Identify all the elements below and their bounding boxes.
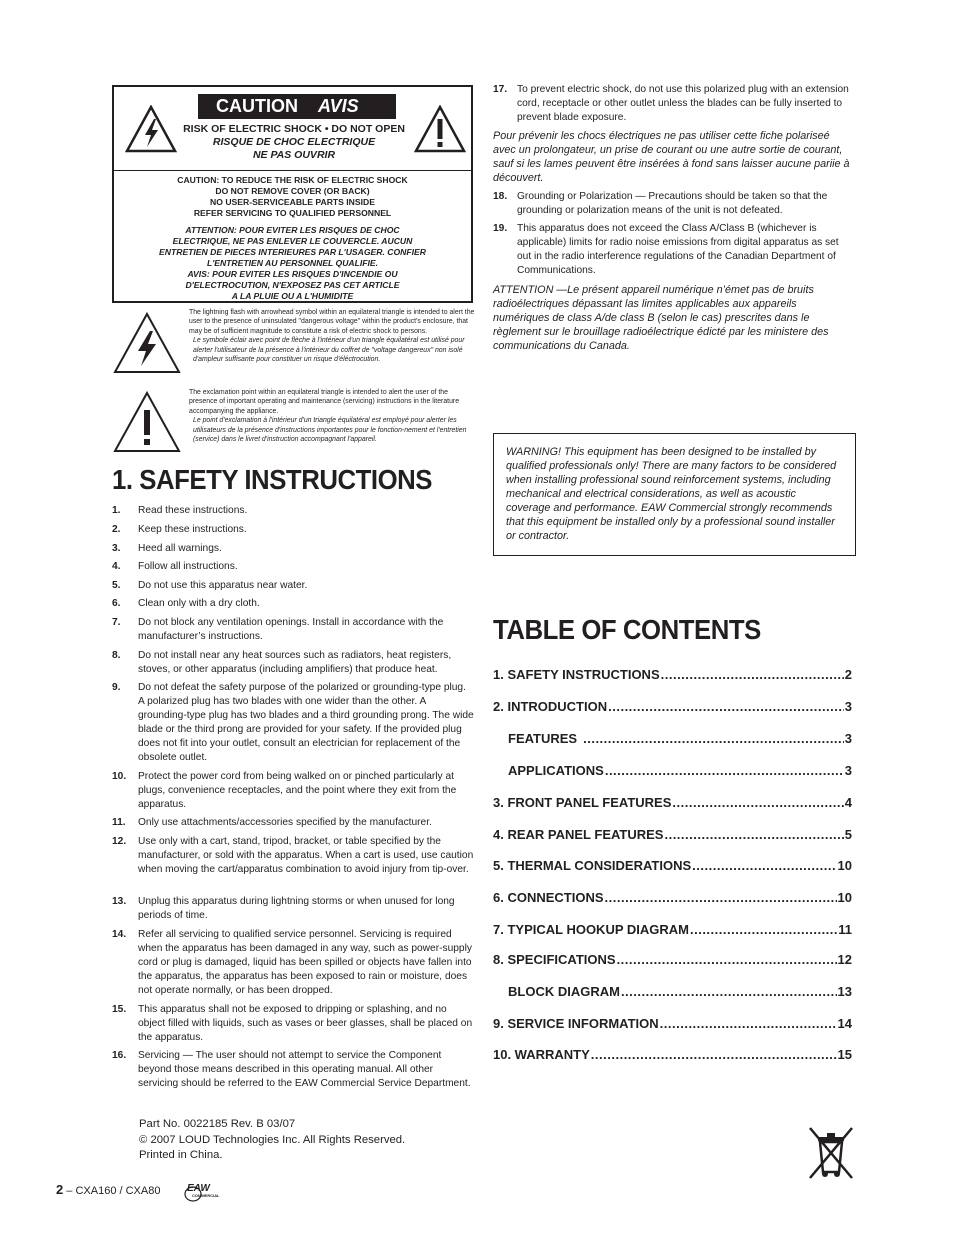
item-text: Protect the power cord from being walked on or pinched particularly at plugs, convenience receptacles, and the point where they exit from the apparatus.: [138, 771, 457, 810]
list-item: [112, 816, 474, 830]
toc-entry[interactable]: [508, 983, 852, 1001]
item-number: 14.: [112, 929, 127, 940]
item-number: 3.: [112, 543, 121, 554]
item-text: Clean only with a dry cloth.: [138, 598, 260, 609]
caution-line: DO NOT REMOVE COVER (OR BACK): [215, 186, 370, 196]
toc-entry[interactable]: [493, 921, 852, 939]
toc-page: 3: [844, 731, 852, 746]
printed-in: Printed in China.: [139, 1149, 223, 1161]
toc-entry[interactable]: [493, 889, 852, 907]
item-text: This apparatus shall not be exposed to dripping or splashing, and no object filled with liquids, such as vases or beer glasses, shall be placed on the apparatus.: [138, 1004, 473, 1043]
toc-title: 9. SERVICE INFORMATION: [493, 1016, 659, 1031]
safety-heading: 1. SAFETY INSTRUCTIONS: [112, 464, 433, 495]
item-text: Heed all warnings.: [138, 543, 222, 554]
lightning-explanation-text: [189, 308, 478, 364]
toc-title: FEATURES: [508, 731, 578, 746]
list-item: [112, 616, 474, 644]
caution-line: NO USER-SERVICEABLE PARTS INSIDE: [210, 197, 375, 207]
item-number: 2.: [112, 524, 121, 535]
item-text: Grounding or Polarization — Precautions should be taken so that the grounding or polarization means of the unit is not defeated.: [517, 191, 828, 216]
list-item: [112, 1003, 474, 1045]
toc-leader: [692, 857, 836, 875]
caution-lower-text: [122, 175, 463, 302]
list-item: [493, 190, 853, 218]
exclamation-triangle-icon: [112, 390, 182, 454]
toc-entry[interactable]: [508, 730, 852, 748]
toc-page: 10: [837, 858, 852, 873]
toc-entry[interactable]: [493, 951, 852, 969]
caution-line: REFER SERVICING TO QUALIFIED PERSONNEL: [193, 208, 392, 218]
item-text: This apparatus does not exceed the Class A/Class B (whichever is applicable) limits for radio noise emissions from digital apparatus as set out in the radio interference regulations of the Canadian Department of Communications.: [517, 223, 839, 276]
caution-title: [198, 94, 396, 119]
exclamation-symbol-explanation: [112, 388, 478, 456]
installation-warning-box: [493, 433, 856, 556]
item-text: Do not block any ventilation openings. Install in accordance with the manufacturer’s instructions.: [138, 617, 444, 642]
toc-entry[interactable]: [508, 762, 852, 780]
item-text: Only use attachments/accessories specified by the manufacturer.: [138, 817, 432, 828]
lightning-triangle-icon: [112, 311, 182, 375]
item-text: Unplug this apparatus during lightning storms or when unused for long periods of time.: [138, 896, 455, 921]
item-text: Do not defeat the safety purpose of the polarized or grounding-type plug. A polarized plug has two blades with one wider than the other. A grounding-type plug has two blades and a third grounding prong. The wide blade or the third prong are provided for your safety. If the provided plug does not fit into your outlet, consult an electrician for replacement of the obsolete outlet.: [138, 682, 474, 763]
toc-title: 10. WARRANTY: [493, 1047, 590, 1062]
part-number: Part No. 0022185 Rev. B 03/07: [139, 1118, 296, 1130]
item-number: 4.: [112, 561, 121, 572]
item-number: 16.: [112, 1050, 127, 1061]
toc-page: 15: [837, 1047, 852, 1062]
list-item: [112, 1049, 474, 1091]
toc-leader: [660, 1015, 837, 1033]
item-text: Use only with a cart, stand, tripod, bracket, or table specified by the manufacturer, or sold with the apparatus. When a cart is used, use caution when moving the cart/apparatus combination to avoid injury from tip-over.: [138, 836, 474, 875]
page-footer: [56, 1183, 160, 1198]
list-item: [112, 523, 474, 537]
exclaim-en: The exclamation point within an equilateral triangle is intended to alert the user of the presence of important operating and maintenance (servicing) instructions in the literature accompanying the appliance.: [189, 389, 460, 415]
toc-page: 2: [844, 667, 852, 682]
toc-entry[interactable]: [493, 1046, 852, 1064]
list-item: [112, 895, 474, 923]
list-item: [493, 222, 853, 278]
toc-page: 11: [838, 922, 852, 937]
logo-text: EAW: [187, 1183, 210, 1194]
toc-title: 2. INTRODUCTION: [493, 699, 608, 714]
list-item: [493, 83, 853, 125]
item-number: 18.: [493, 191, 508, 202]
item-text: Do not use this apparatus near water.: [138, 580, 308, 591]
caution-divider: [114, 170, 471, 171]
caution-risk-text: [164, 123, 424, 162]
footer-part-info: [139, 1117, 405, 1164]
lightning-en: The lightning flash with arrowhead symbol within an equilateral triangle is intended to alert the user to the presence of uninsulated "dangerous voltage" within the product's enclosure, that may be of sufficient magnitude to constitute a risk of electric shock to persons.: [189, 309, 475, 335]
toc-entry[interactable]: [493, 857, 852, 875]
risk-en: RISK OF ELECTRIC SHOCK • DO NOT OPEN: [183, 123, 405, 135]
toc-page: 10: [837, 890, 852, 905]
item-text: Read these instructions.: [138, 505, 248, 516]
toc-title: APPLICATIONS: [508, 763, 604, 778]
item-number: 15.: [112, 1004, 127, 1015]
item-number: 13.: [112, 896, 127, 907]
list-item: [112, 504, 474, 518]
toc-entry[interactable]: [493, 826, 852, 844]
item-number: 8.: [112, 650, 121, 661]
caution-line: L'ENTRETIEN AU PERSONNEL QUALIFIE.: [206, 258, 379, 268]
toc-leader: [605, 762, 844, 780]
item19-french: ATTENTION —Le présent appareil numérique n’émet pas de bruits radioélectriques dépassant las limites applicables aux appareils numériques de class A/de class B (selon le cas) prescrites dans le règlement sur le brouillage radioélectrique édicté par les ministere des communications du Canada.: [493, 284, 829, 352]
toc-leader: [672, 794, 843, 812]
toc-leader: [690, 921, 837, 939]
list-item: [112, 835, 474, 877]
item-number: 6.: [112, 598, 121, 609]
toc-leader: [664, 826, 843, 844]
exclaim-fr: Le point d'exclamation à l'intérieur d'un triangle équilatéral est employé pour alerter les utilisateurs de la présence d'instructions importantes pour le fonction-nement et l'entretien (service) dans le livret d'instruction accompagnant l'appareil.: [193, 417, 467, 444]
list-item: [112, 542, 474, 556]
list-item: [112, 649, 474, 677]
toc-entry[interactable]: [493, 1015, 852, 1033]
item-text: To prevent electric shock, do not use this polarized plug with an extension cord, receptacle or other outlet unless the blades can be fully inserted to prevent blade exposure.: [517, 84, 849, 123]
caution-title-fr: AVIS: [318, 96, 359, 116]
item-text: Do not install near any heat sources such as radiators, heat registers, stoves, or other apparatus (including amplifiers) that produce heat.: [138, 650, 452, 675]
item-number: 10.: [112, 771, 127, 782]
caution-lower-fr: [122, 225, 463, 302]
caution-line: CAUTION: TO REDUCE THE RISK OF ELECTRIC SHOCK: [177, 175, 408, 185]
toc-page: 3: [844, 763, 852, 778]
item-number: 12.: [112, 836, 127, 847]
item-text: Keep these instructions.: [138, 524, 247, 535]
toc-leader: [605, 889, 837, 907]
item-number: 5.: [112, 580, 121, 591]
toc-page: 13: [837, 984, 852, 999]
warning-text: WARNING! This equipment has been designed to be installed by qualified professionals only! There are many factors to be considered when installing professional sound reinforcement systems, including mechanical and electrical considerations, as well as acoustic coverage and performance. EAW Commercial strongly recommends that this equipment be installed only by a professional sound installer or contractor.: [506, 446, 837, 542]
toc-leader: [608, 698, 844, 716]
exclamation-explanation-text: [189, 388, 478, 444]
item17-french: Pour prévenir les chocs électriques ne pas utiliser cette fiche polariseé avec un prolongateur, un prise de courant ou une autre sortie de courant, sauf si les lames peuvent être insérées à fond sans laisser aucune pariie à découvert.: [493, 130, 850, 184]
caution-title-en: CAUTION: [216, 96, 298, 116]
item-text: Servicing — The user should not attempt to service the Component beyond those means described in this operating manual. All other servicing should be referred to the EAW Commercial Service Department.: [138, 1050, 471, 1089]
risk-fr-1: RISQUE DE CHOC ELECTRIQUE: [212, 136, 376, 148]
toc-leader: [583, 730, 844, 748]
toc-title: BLOCK DIAGRAM: [508, 984, 620, 999]
item-number: 9.: [112, 682, 121, 693]
toc-title: 5. THERMAL CONSIDERATIONS: [493, 858, 692, 873]
toc-title: 4. REAR PANEL FEATURES: [493, 827, 664, 842]
toc-title: 8. SPECIFICATIONS: [493, 952, 616, 967]
item-number: 7.: [112, 617, 121, 628]
toc-title: 6. CONNECTIONS: [493, 890, 604, 905]
caution-label-box: [112, 85, 473, 303]
caution-line: ELECTRIQUE, NE PAS ENLEVER LE COUVERCLE. AUCUN: [172, 236, 413, 246]
toc-page: 4: [844, 795, 852, 810]
item-text: Follow all instructions.: [138, 561, 238, 572]
toc-entry[interactable]: [493, 794, 852, 812]
item-text: Refer all servicing to qualified service personnel. Servicing is required when the apparatus has been damaged in any way, such as power-supply cord or plug is damaged, liquid has been spilled or objects have fallen into the apparatus, the apparatus has been exposed to rain or moisture, does not operate normally, or has been dropped.: [138, 929, 472, 996]
caution-line: D'ELECTROCUTION, N'EXPOSEZ PAS CET ARTICLE: [185, 280, 400, 290]
caution-line: A LA PLUIE OU A L'HUMIDITE: [231, 291, 354, 301]
toc-heading: TABLE OF CONTENTS: [493, 614, 761, 645]
item-number: 17.: [493, 84, 508, 95]
toc-entry[interactable]: [493, 698, 852, 716]
lightning-fr: Le symbole éclair avec point de flèche à l'intérieur d'un triangle équilatéral est utilisé pour alerter l'utilisateur de la présence à l'intérieur du coffret de "voltage dangereux" non isolé d'ampleur suffisante pour constituer un risque d'éléctrocution.: [193, 337, 465, 364]
model-name: – CXA160 / CXA80: [63, 1185, 161, 1197]
list-item: [112, 770, 474, 812]
toc-title: 3. FRONT PANEL FEATURES: [493, 795, 672, 810]
toc-leader: [617, 951, 837, 969]
list-item: [112, 579, 474, 593]
toc-entry[interactable]: [493, 666, 852, 684]
item-number: 1.: [112, 505, 121, 516]
toc-leader: [621, 983, 837, 1001]
page-number: 2: [56, 1182, 64, 1197]
toc-title: 1. SAFETY INSTRUCTIONS: [493, 667, 660, 682]
caution-line: ENTRETIEN DE PIECES INTERIEURES PAR L'USAGER. CONFIER: [159, 247, 426, 257]
lightning-symbol-explanation: [112, 308, 478, 380]
list-item: [112, 597, 474, 611]
toc-page: 5: [844, 827, 852, 842]
eaw-commercial-logo: [183, 1180, 229, 1202]
list-item: [112, 681, 474, 765]
caution-line: ATTENTION: POUR EVITER LES RISQUES DE CHOC: [185, 225, 400, 235]
toc-leader: [661, 666, 844, 684]
item-number: 19.: [493, 223, 508, 234]
list-item: [112, 560, 474, 574]
caution-lower-en: [122, 175, 463, 219]
toc-title: 7. TYPICAL HOOKUP DIAGRAM: [493, 922, 689, 937]
list-item: [112, 928, 474, 998]
caution-line: AVIS: POUR EVITER LES RISQUES D'INCENDIE OU: [187, 269, 398, 279]
toc-leader: [591, 1046, 837, 1064]
weee-crossed-bin-icon: [806, 1124, 856, 1180]
item-number: 11.: [112, 817, 126, 828]
logo-subtext: COMMERCIAL: [192, 1193, 220, 1198]
toc-page: 3: [844, 699, 852, 714]
toc-page: 12: [837, 952, 852, 967]
risk-fr-2: NE PAS OUVRIR: [252, 149, 336, 161]
toc-page: 14: [837, 1016, 852, 1031]
copyright: © 2007 LOUD Technologies Inc. All Rights Reserved.: [139, 1133, 406, 1146]
